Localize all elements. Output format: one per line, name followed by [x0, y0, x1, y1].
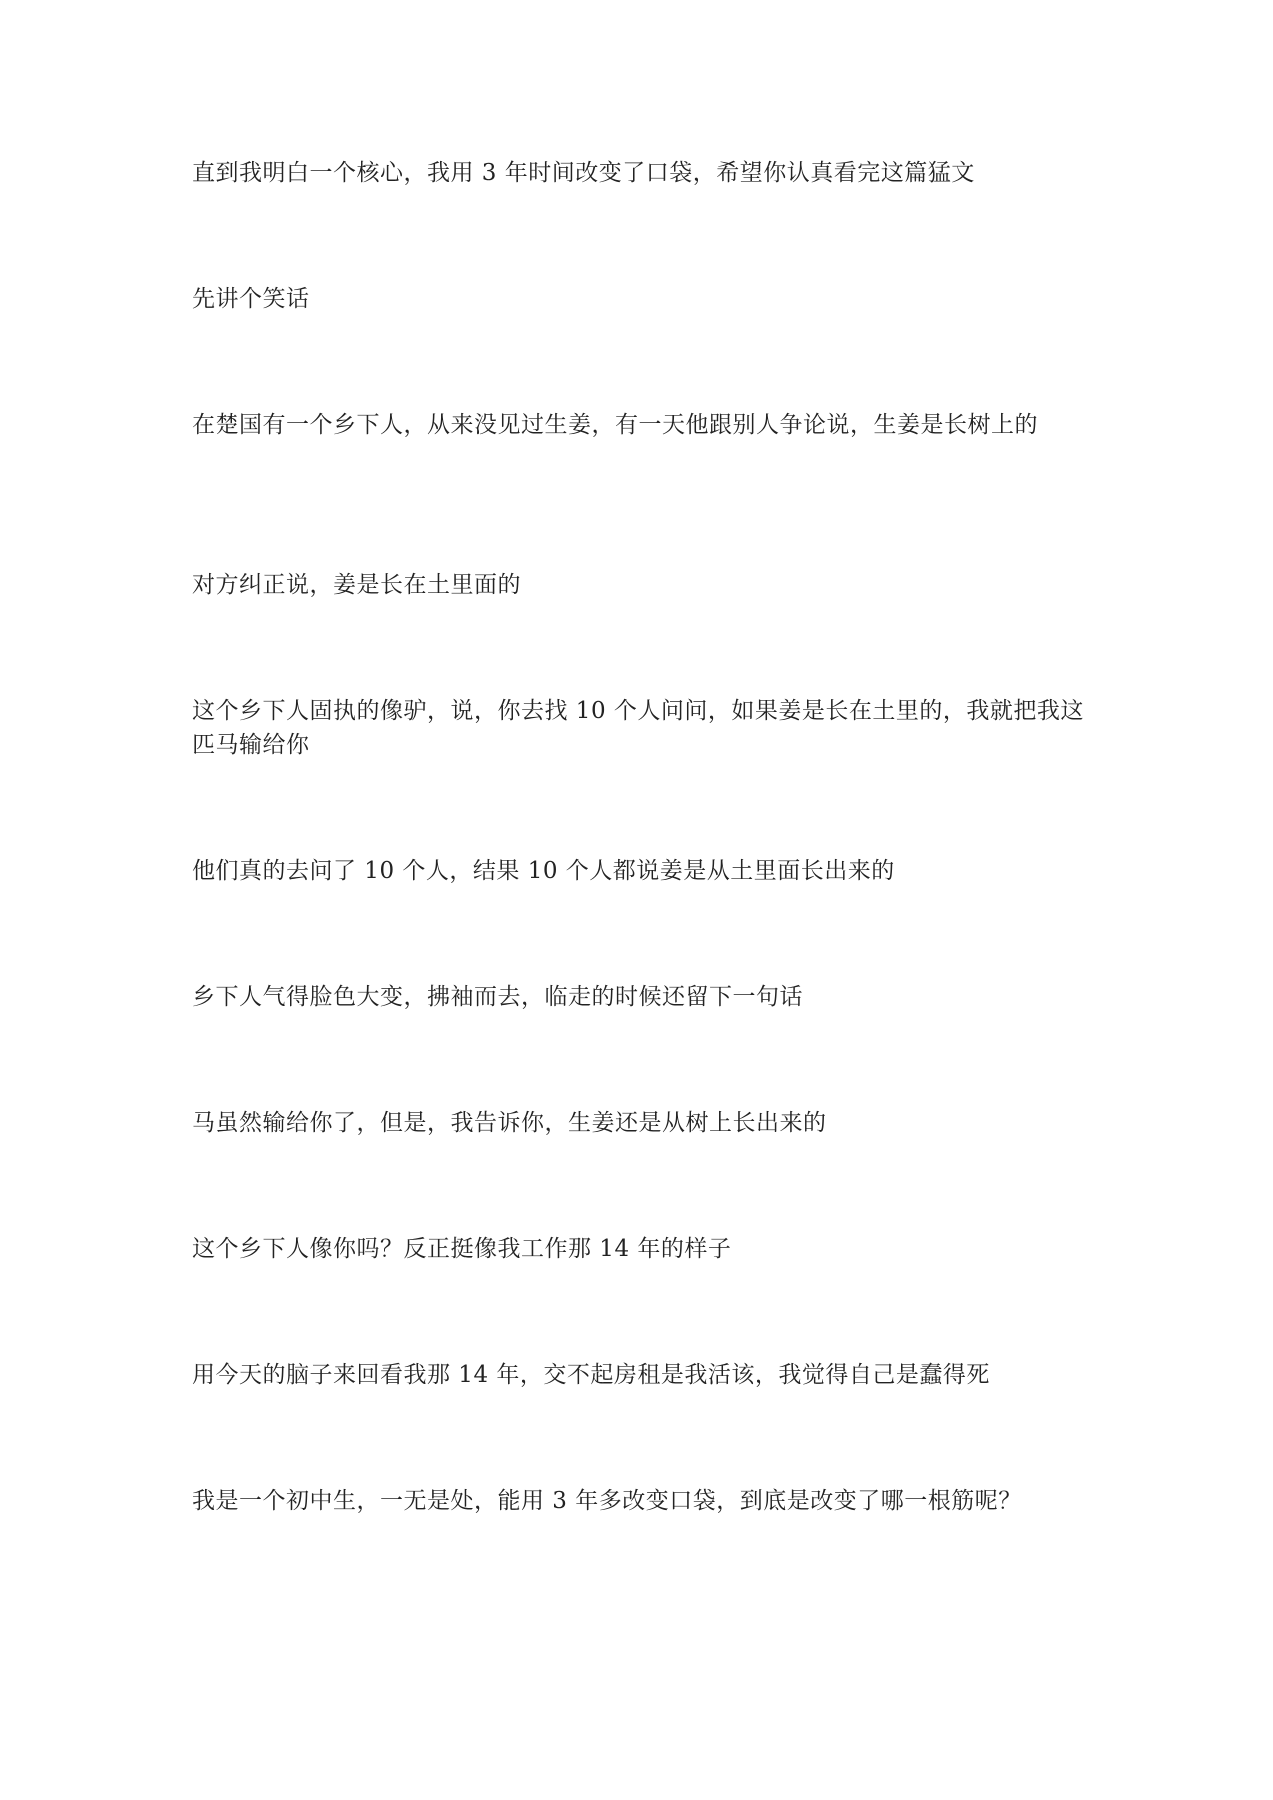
- paragraph: 在楚国有一个乡下人，从来没见过生姜，有一天他跟别人争论说，生姜是长树上的: [192, 412, 1038, 438]
- paragraph-intro: 直到我明白一个核心，我用 3 年时间改变了口袋，希望你认真看完这篇猛文: [192, 160, 975, 186]
- paragraph-closing: 我是一个初中生，一无是处，能用 3 年多改变口袋，到底是改变了哪一根筋呢？: [192, 1488, 1022, 1514]
- paragraph-joke-heading: 先讲个笑话: [192, 286, 310, 312]
- paragraph: 对方纠正说，姜是长在土里面的: [192, 572, 521, 598]
- paragraph: 这个乡下人固执的像驴，说，你去找 10 个人问问，如果姜是长在土里的，我就把我这匹马输给你: [192, 698, 1084, 758]
- paragraph: 马虽然输给你了，但是，我告诉你，生姜还是从树上长出来的: [192, 1110, 827, 1136]
- paragraph: 用今天的脑子来回看我那 14 年，交不起房租是我活该，我觉得自己是蠢得死: [192, 1362, 990, 1388]
- paragraph: 他们真的去问了 10 个人，结果 10 个人都说姜是从土里面长出来的: [192, 858, 895, 884]
- paragraph: 乡下人气得脸色大变，拂袖而去，临走的时候还留下一句话: [192, 984, 803, 1010]
- paragraph: 这个乡下人像你吗？反正挺像我工作那 14 年的样子: [192, 1236, 732, 1262]
